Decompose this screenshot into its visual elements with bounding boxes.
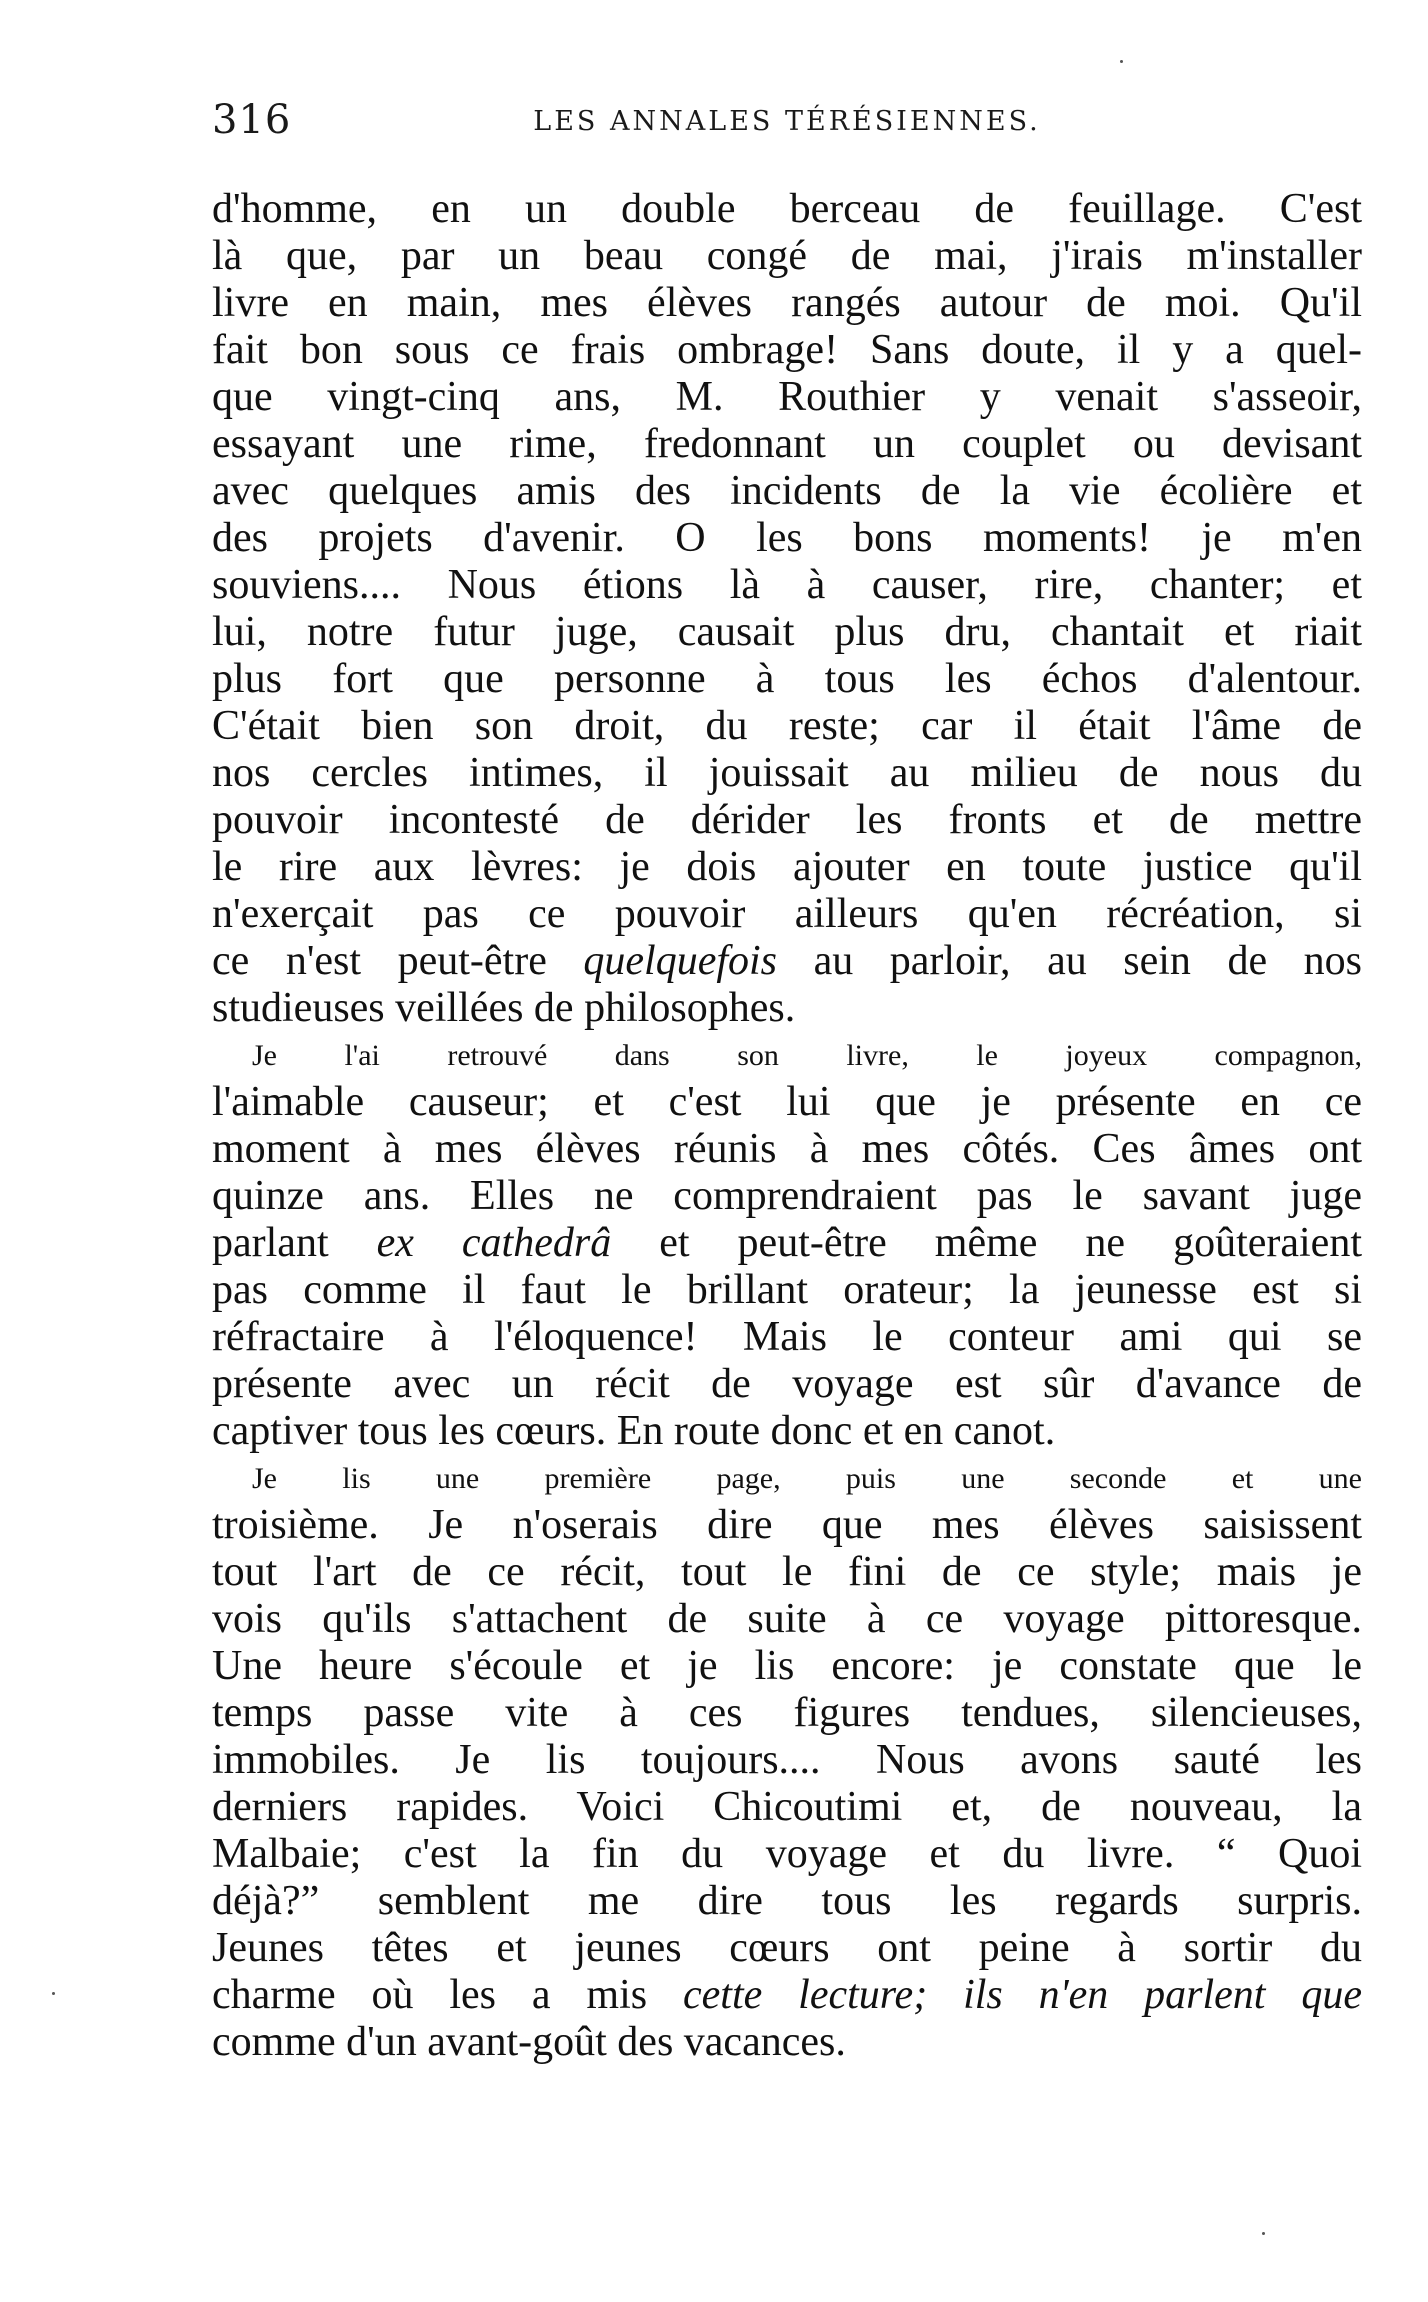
print-speck bbox=[1120, 60, 1123, 63]
text-line: comme d'un avant-goût des vacances. bbox=[212, 2019, 846, 2065]
text-line: livre en main, mes élèves rangés autour de moi. Qu'il bbox=[212, 280, 1362, 326]
paragraph bbox=[212, 186, 1362, 1032]
text-line: captiver tous les cœurs. En route donc et en canot. bbox=[212, 1408, 1056, 1454]
print-speck bbox=[52, 1992, 55, 1995]
text-line: derniers rapides. Voici Chicoutimi et, de nouveau, la bbox=[212, 1784, 1362, 1830]
text-line: Malbaie; c'est la fin du voyage et du livre. “ Quoi bbox=[212, 1831, 1362, 1877]
text-line bbox=[212, 938, 1362, 985]
text-line: C'était bien son droit, du reste; car il était l'âme de bbox=[212, 703, 1362, 749]
text-run: au parloir, au sein de nos bbox=[777, 938, 1362, 984]
text-line: studieuses veillées de philosophes. bbox=[212, 985, 796, 1031]
paragraph bbox=[212, 1455, 1362, 2066]
italic-text: ex cathedrâ bbox=[376, 1220, 612, 1266]
text-line: lui, notre futur juge, causait plus dru, chantait et riait bbox=[212, 609, 1362, 655]
italic-text: quelquefois bbox=[583, 938, 778, 984]
text-line: présente avec un récit de voyage est sûr d'avance de bbox=[212, 1361, 1362, 1407]
text-line: déjà?” semblent me dire tous les regards surpris. bbox=[212, 1878, 1362, 1924]
text-run: parlant bbox=[212, 1220, 377, 1266]
text-line: là que, par un beau congé de mai, j'irais m'installer bbox=[212, 233, 1362, 279]
text-line: avec quelques amis des incidents de la vie écolière et bbox=[212, 468, 1362, 514]
text-line: Je lis une première page, puis une seconde et une bbox=[252, 1462, 1362, 1495]
text-line: tout l'art de ce récit, tout le fini de ce style; mais je bbox=[212, 1549, 1362, 1595]
text-run: ce n'est peut-être bbox=[212, 938, 584, 984]
text-run: et peut-être même ne goûteraient bbox=[611, 1220, 1362, 1266]
text-line: Je l'ai retrouvé dans son livre, le joyeux compagnon, bbox=[252, 1039, 1362, 1072]
text-line: n'exerçait pas ce pouvoir ailleurs qu'en récréation, si bbox=[212, 891, 1362, 937]
text-line: temps passe vite à ces figures tendues, silencieuses, bbox=[212, 1690, 1362, 1736]
page-number: 316 bbox=[212, 97, 292, 143]
text-line bbox=[212, 1220, 1362, 1267]
text-line: Une heure s'écoule et je lis encore: je constate que le bbox=[212, 1643, 1362, 1689]
text-line: l'aimable causeur; et c'est lui que je présente en ce bbox=[212, 1079, 1362, 1125]
text-line: immobiles. Je lis toujours.... Nous avons sauté les bbox=[212, 1737, 1362, 1783]
text-line: essayant une rime, fredonnant un couplet ou devisant bbox=[212, 421, 1362, 467]
text-run: charme où les a mis bbox=[212, 1972, 683, 2018]
text-line: quinze ans. Elles ne comprendraient pas le savant juge bbox=[212, 1173, 1362, 1219]
italic-text: cette lecture; ils n'en parlent que bbox=[683, 1972, 1363, 2018]
text-line: pouvoir incontesté de dérider les fronts et de mettre bbox=[212, 797, 1362, 843]
page-header bbox=[212, 90, 1362, 150]
text-line: réfractaire à l'éloquence! Mais le conteur ami qui se bbox=[212, 1314, 1362, 1360]
text-line: vois qu'ils s'attachent de suite à ce voyage pittoresque. bbox=[212, 1596, 1362, 1642]
text-line bbox=[212, 1972, 1362, 2019]
text-line: Jeunes têtes et jeunes cœurs ont peine à sortir du bbox=[212, 1925, 1362, 1971]
text-line: pas comme il faut le brillant orateur; la jeunesse est si bbox=[212, 1267, 1362, 1313]
text-line: fait bon sous ce frais ombrage! Sans doute, il y a quel- bbox=[212, 327, 1362, 373]
paragraph bbox=[212, 1032, 1362, 1455]
text-line: des projets d'avenir. O les bons moments! je m'en bbox=[212, 515, 1362, 561]
text-line: plus fort que personne à tous les échos d'alentour. bbox=[212, 656, 1362, 702]
text-line: d'homme, en un double berceau de feuillage. C'est bbox=[212, 186, 1362, 232]
text-line: moment à mes élèves réunis à mes côtés. Ces âmes ont bbox=[212, 1126, 1362, 1172]
running-head: LES ANNALES TÉRÉSIENNES. bbox=[533, 106, 1041, 137]
text-line: nos cercles intimes, il jouissait au milieu de nous du bbox=[212, 750, 1362, 796]
text-line: que vingt-cinq ans, M. Routhier y venait s'asseoir, bbox=[212, 374, 1362, 420]
print-speck bbox=[1262, 2232, 1265, 2235]
text-line: le rire aux lèvres: je dois ajouter en toute justice qu'il bbox=[212, 844, 1362, 890]
text-line: troisième. Je n'oserais dire que mes élèves saisissent bbox=[212, 1502, 1362, 1548]
body-text bbox=[212, 186, 1362, 2066]
text-line: souviens.... Nous étions là à causer, rire, chanter; et bbox=[212, 562, 1362, 608]
